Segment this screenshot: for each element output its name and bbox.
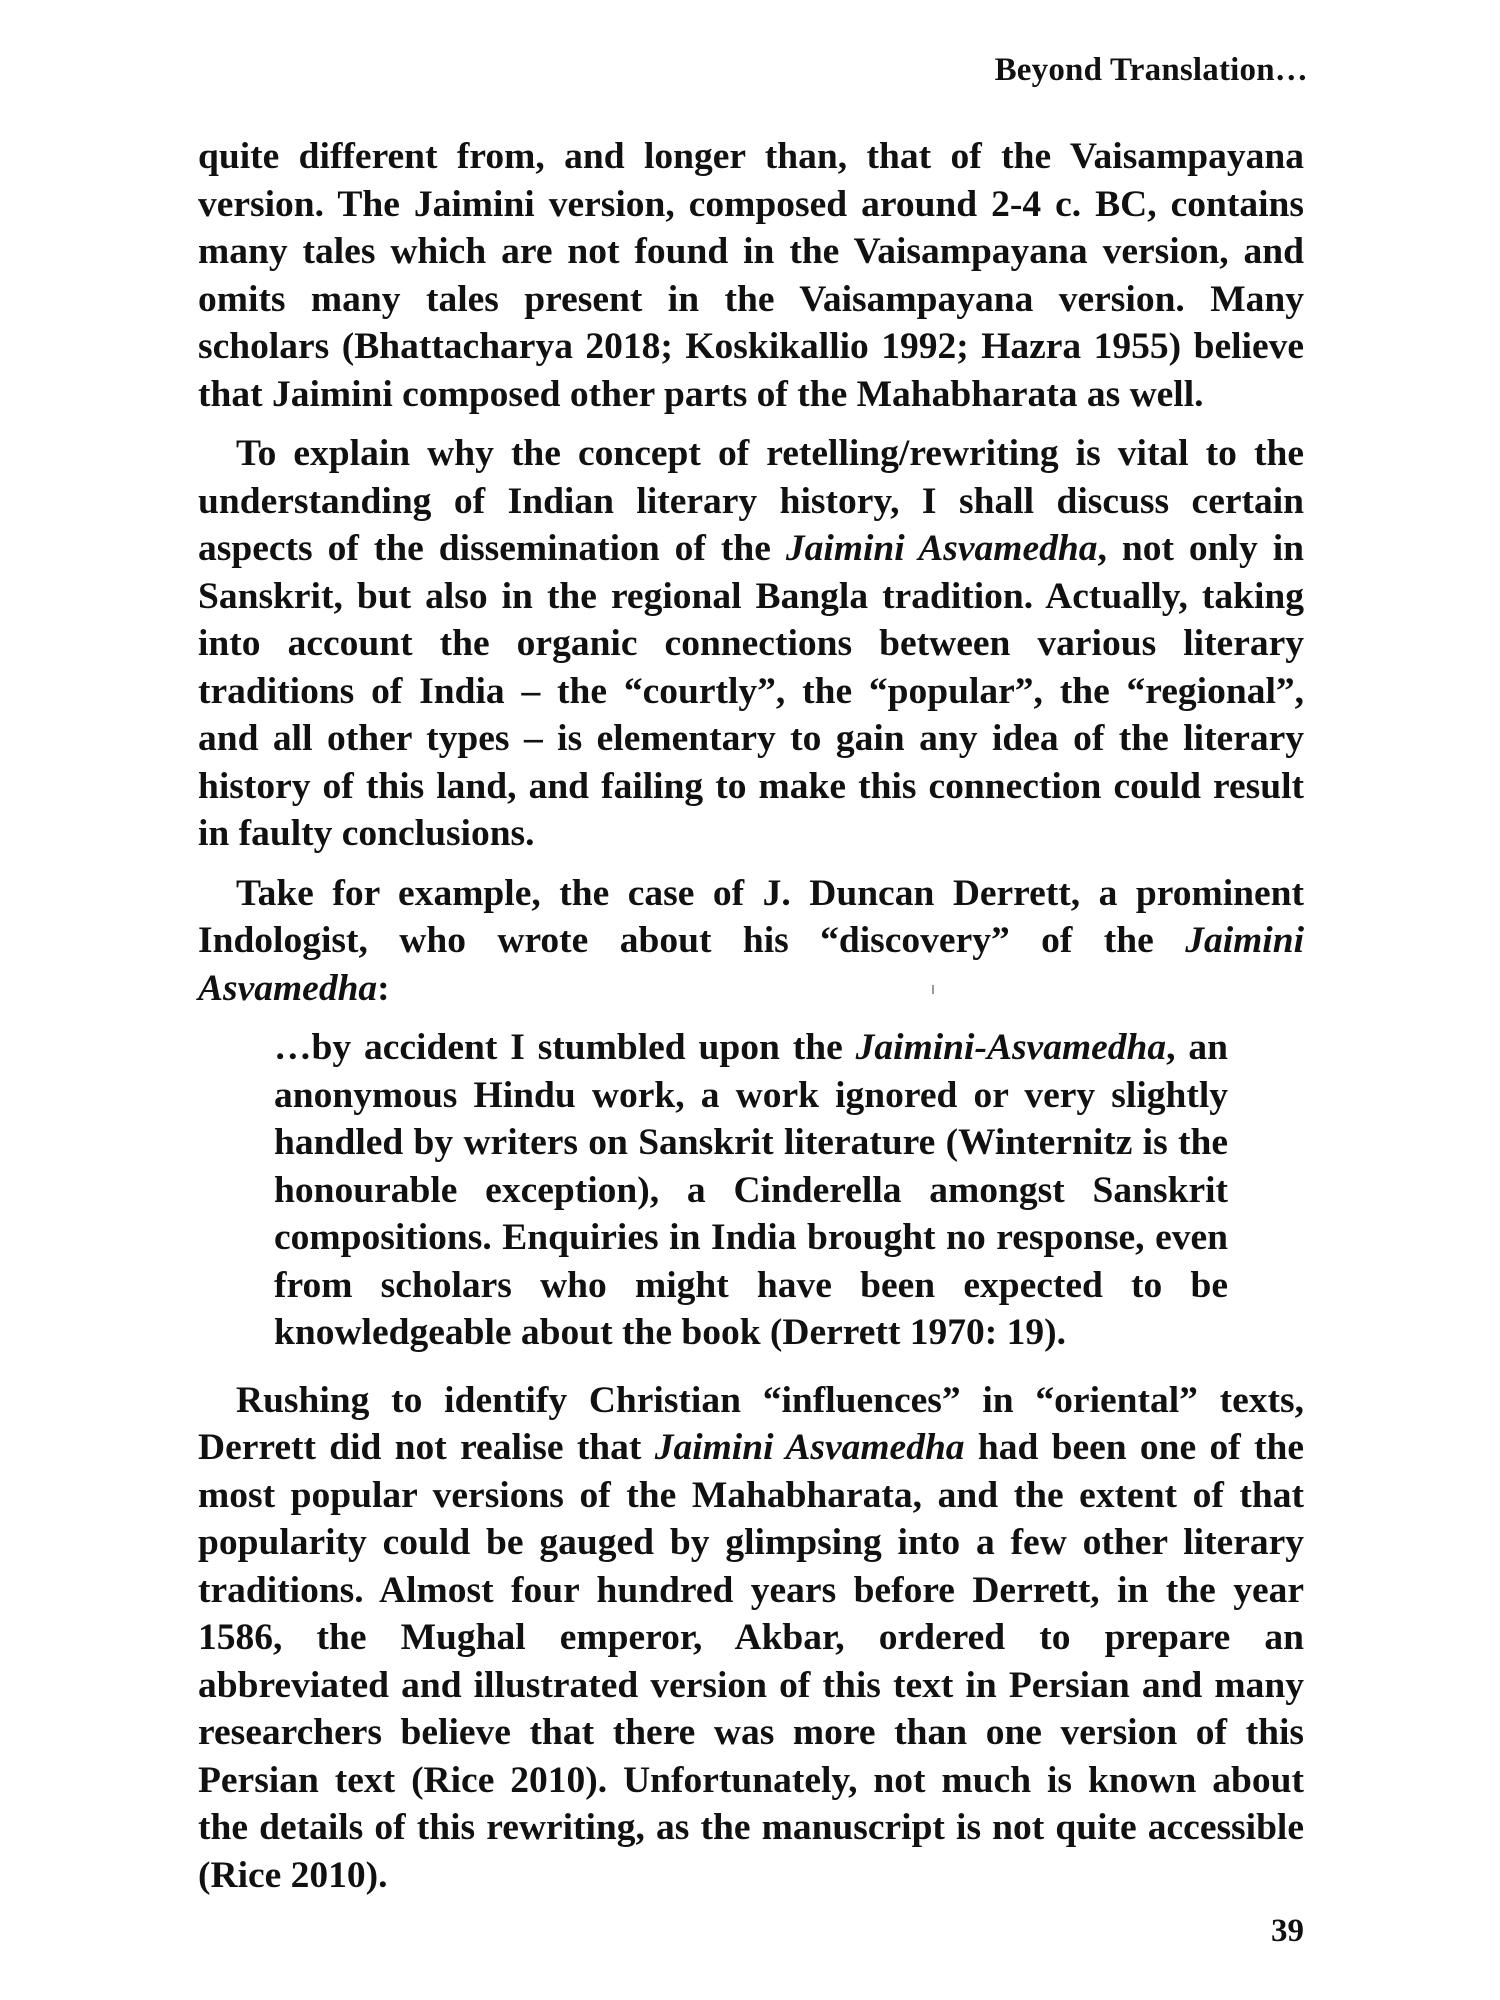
block-quote-text-b: , an anonymous Hindu work, a work ignored or very slightly handled by writers on Sanskrit literature (Winternitz is the honourable exception), a Cinderella amongst Sanskrit compositions. Enquiries in India brought no response, even from scholars who might have been expected to be knowledgeable about the book (Derrett 1970: 19). bbox=[274, 1027, 1228, 1353]
block-quote-text-a: …by accident I stumbled upon the bbox=[274, 1027, 856, 1068]
body-text bbox=[198, 133, 1304, 1899]
paragraph-4-text-a: Rushing to identify Christian “influences” in “oriental” texts, Derrett did not realise that bbox=[198, 1379, 1304, 1468]
paragraph-2-text-a: To explain why the concept of retelling/rewriting is vital to the understanding of Indian literary history, I shall discuss certain aspects of the dissemination of the bbox=[198, 433, 1304, 569]
paragraph-4 bbox=[198, 1377, 1304, 1900]
paragraph-2 bbox=[198, 430, 1304, 858]
page-number: 39 bbox=[1271, 1913, 1304, 1949]
paragraph-3 bbox=[198, 870, 1304, 1013]
paragraph-3-title: Jaimini Asvamedha bbox=[198, 920, 1304, 1009]
block-quote-title: Jaimini-Asvamedha bbox=[855, 1027, 1167, 1068]
paragraph-4-text-b: had been one of the most popular versions of the Mahabharata, and the extent of that popularity could be gauged by glimpsing into a few other literary traditions. Almost four hundred years before Derrett, in the year 1586, the Mughal emperor, Akbar, ordered to prepare an abbreviated and illustrated version of this text in Persian and many researchers believe that there was more than one version of this Persian text (Rice 2010). Unfortunately, not much is known about the details of this rewriting, as the manuscript is not quite accessible (Rice 2010). bbox=[198, 1427, 1304, 1896]
paragraph-1-text: quite different from, and longer than, that of the Vaisampayana version. The Jaimini version, composed around 2-4 c. BC, contains many tales which are not found in the Vaisampayana version, and omits many tales present in the Vaisampayana version. Many scholars (Bhattacharya 2018; Koskikallio 1992; Hazra 1955) believe that Jaimini composed other parts of the Mahabharata as well. bbox=[198, 136, 1304, 415]
paragraph-1 bbox=[198, 133, 1304, 418]
paragraph-3-text-a: Take for example, the case of J. Duncan Derrett, a prominent Indologist, who wrote about his “discovery” of the bbox=[198, 872, 1304, 961]
paragraph-3-text-b: : bbox=[377, 967, 390, 1009]
paragraph-4-title: Jaimini Asvamedha bbox=[654, 1427, 965, 1468]
paragraph-2-text-b: , not only in Sanskrit, but also in the regional Bangla tradition. Actually, taking into account the organic connections between various literary traditions of India – the “courtly”, the “popular”, the “regional”, and all other types – is elementary to gain any idea of the literary history of this land, and failing to make this connection could result in faulty conclusions. bbox=[198, 528, 1304, 854]
scan-speck bbox=[932, 985, 934, 994]
running-head: Beyond Translation… bbox=[994, 52, 1308, 88]
block-quote bbox=[274, 1024, 1228, 1357]
paragraph-2-title: Jaimini Asvamedha bbox=[785, 528, 1098, 569]
